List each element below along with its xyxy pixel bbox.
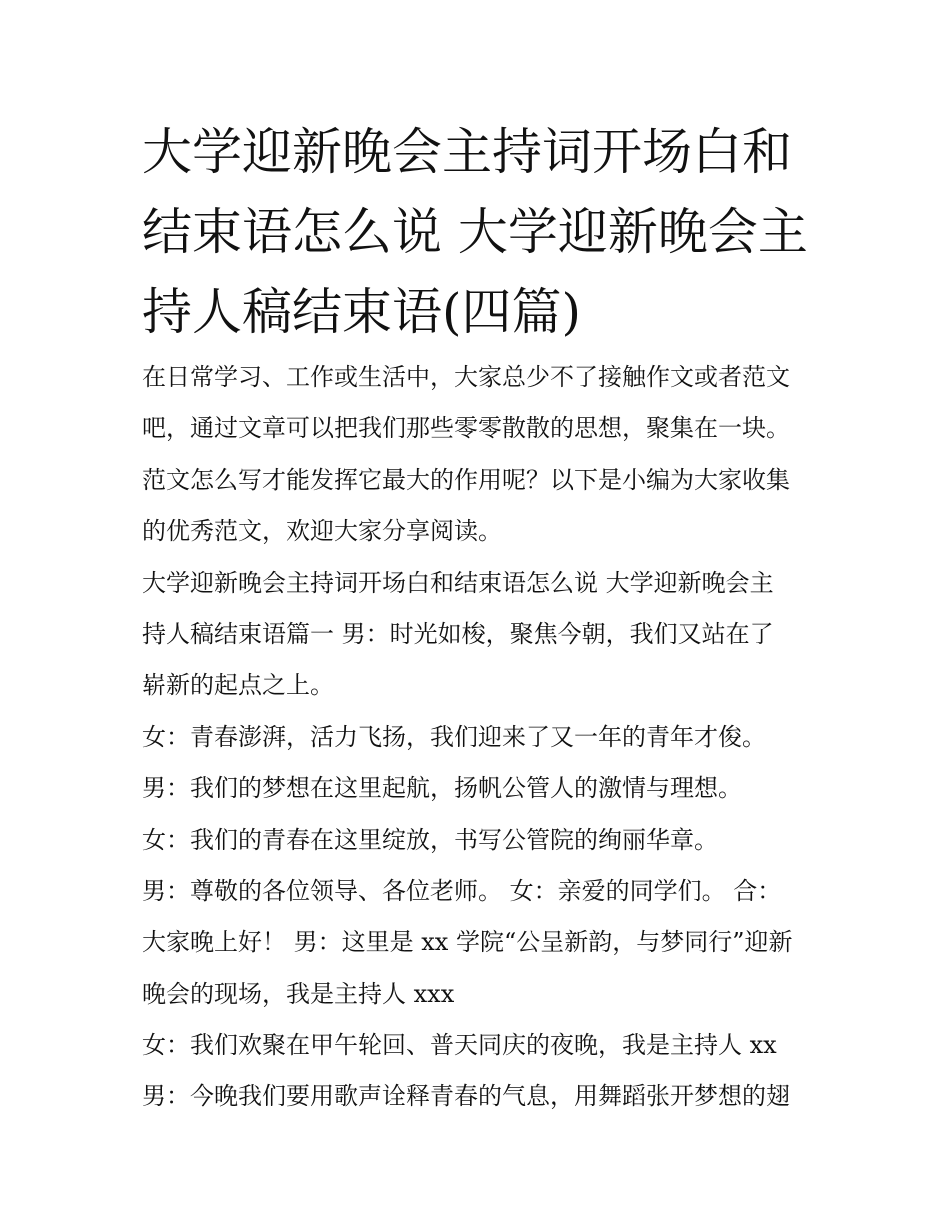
body-line: 大家晚上好！ 男：这里是 xx 学院“公呈新韵，与梦同行”迎新: [142, 928, 793, 957]
document-body: [142, 352, 832, 1123]
body-line: 男：今晚我们要用歌声诠释青春的气息，用舞蹈张开梦想的翅: [142, 1082, 790, 1111]
body-line: 的优秀范文，欢迎大家分享阅读。: [142, 517, 502, 546]
title-line: 大学迎新晚会主持词开场白和: [142, 123, 792, 181]
body-line: 持人稿结束语篇一 男：时光如梭，聚焦今朝，我们又站在了: [142, 619, 774, 648]
body-line: 吧，通过文章可以把我们那些零零散散的思想，聚集在一块。: [142, 414, 790, 443]
body-line: 女：青春澎湃，活力飞扬，我们迎来了又一年的青年才俊。: [142, 722, 766, 751]
document-title: [142, 112, 832, 352]
body-line: 男：我们的梦想在这里起航，扬帆公管人的激情与理想。: [142, 774, 742, 803]
body-line: 在日常学习、工作或生活中，大家总少不了接触作文或者范文: [142, 363, 790, 391]
title-line: 结束语怎么说 大学迎新晚会主: [142, 203, 808, 261]
body-line: 崭新的起点之上。: [142, 671, 334, 700]
body-line: 晚会的现场，我是主持人 xxx: [142, 979, 455, 1008]
body-line: 女：我们的青春在这里绽放，书写公管院的绚丽华章。: [142, 825, 718, 854]
body-line: 女：我们欢聚在甲午轮回、普天同庆的夜晚，我是主持人 xx: [142, 1031, 777, 1060]
body-line: 范文怎么写才能发挥它最大的作用呢？以下是小编为大家收集: [142, 465, 790, 494]
body-line: 大学迎新晚会主持词开场白和结束语怎么说 大学迎新晚会主: [142, 568, 774, 597]
body-line: 男：尊敬的各位领导、各位老师。 女：亲爱的同学们。 合：: [142, 876, 782, 905]
title-line: 持人稿结束语(四篇): [142, 283, 582, 341]
